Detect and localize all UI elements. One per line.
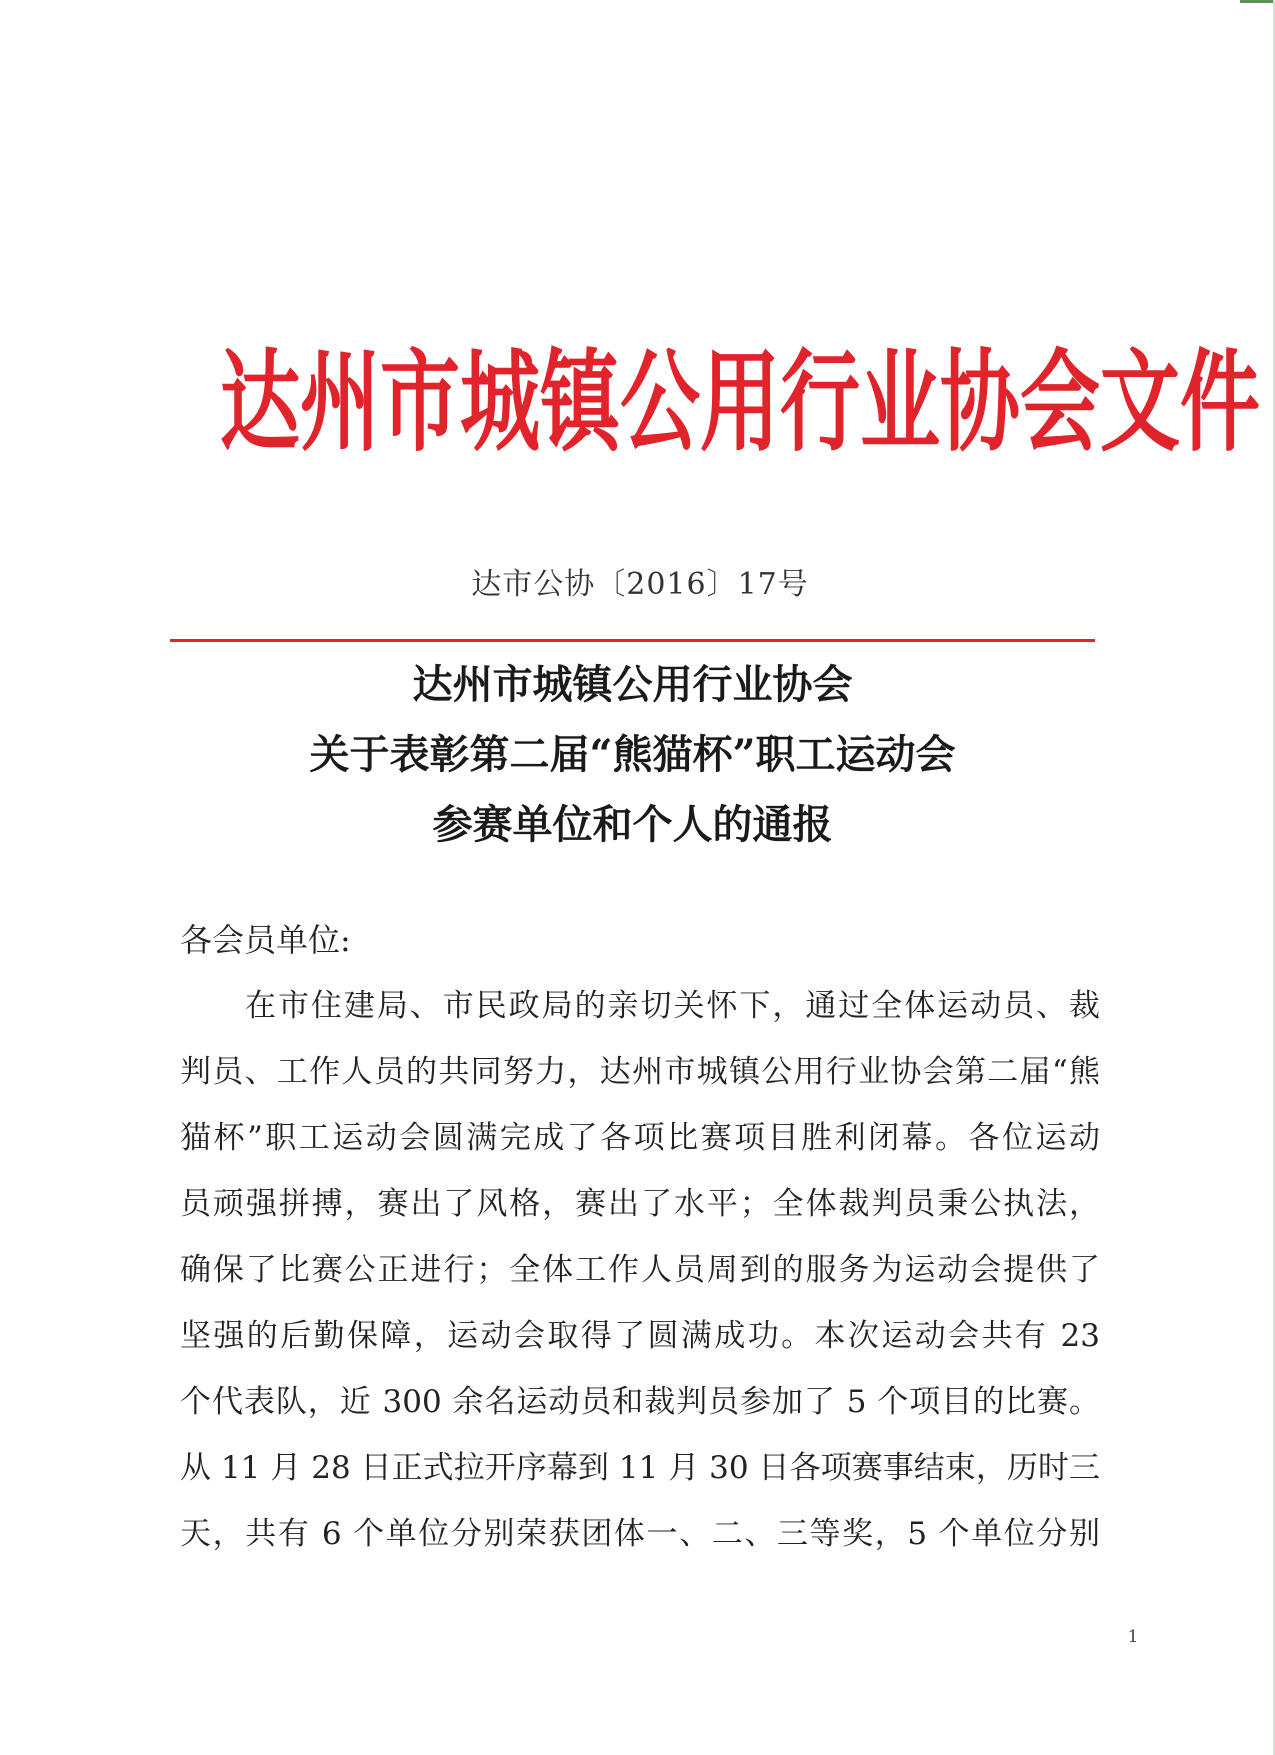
body-line-9: 天，共有 6 个单位分别荣获团体一、二、三等奖，5 个单位分别: [180, 1516, 1100, 1552]
body-line-4: 员顽强拼搏，赛出了风格，赛出了水平；全体裁判员秉公执法，: [180, 1186, 1100, 1222]
body-line-1: 在市住建局、市民政局的亲切关怀下，通过全体运动员、裁: [245, 988, 1100, 1024]
document-number: 达市公协〔2016〕17号: [471, 567, 809, 602]
scan-edge-top: [1240, 0, 1275, 3]
salutation: 各会员单位:: [180, 921, 351, 959]
body-line-8: 从 11 月 28 日正式拉开序幕到 11 月 30 日各项赛事结束，历时三: [180, 1450, 1100, 1486]
title-line-2: 关于表彰第二届“熊猫杯”职工运动会: [309, 731, 956, 778]
body-line-2: 判员、工作人员的共同努力，达州市城镇公用行业协会第二届“熊: [180, 1054, 1100, 1090]
body-line-5: 确保了比赛公正进行；全体工作人员周到的服务为运动会提供了: [180, 1252, 1100, 1288]
page-number: 1: [1127, 1627, 1139, 1647]
body-line-6: 坚强的后勤保障，运动会取得了圆满成功。本次运动会共有 23: [180, 1318, 1100, 1354]
title-line-3: 参赛单位和个人的通报: [432, 801, 833, 848]
document-title: [170, 650, 1095, 860]
title-line-1: 达州市城镇公用行业协会: [412, 661, 853, 708]
body-line-3: 猫杯”职工运动会圆满完成了各项比赛项目胜利闭幕。各位运动: [180, 1120, 1100, 1156]
document-masthead: 达州市城镇公用行业协会文件: [220, 338, 1260, 467]
body-line-7: 个代表队，近 300 余名运动员和裁判员参加了 5 个项目的比赛。: [180, 1384, 1100, 1420]
red-separator-line: [170, 639, 1095, 642]
